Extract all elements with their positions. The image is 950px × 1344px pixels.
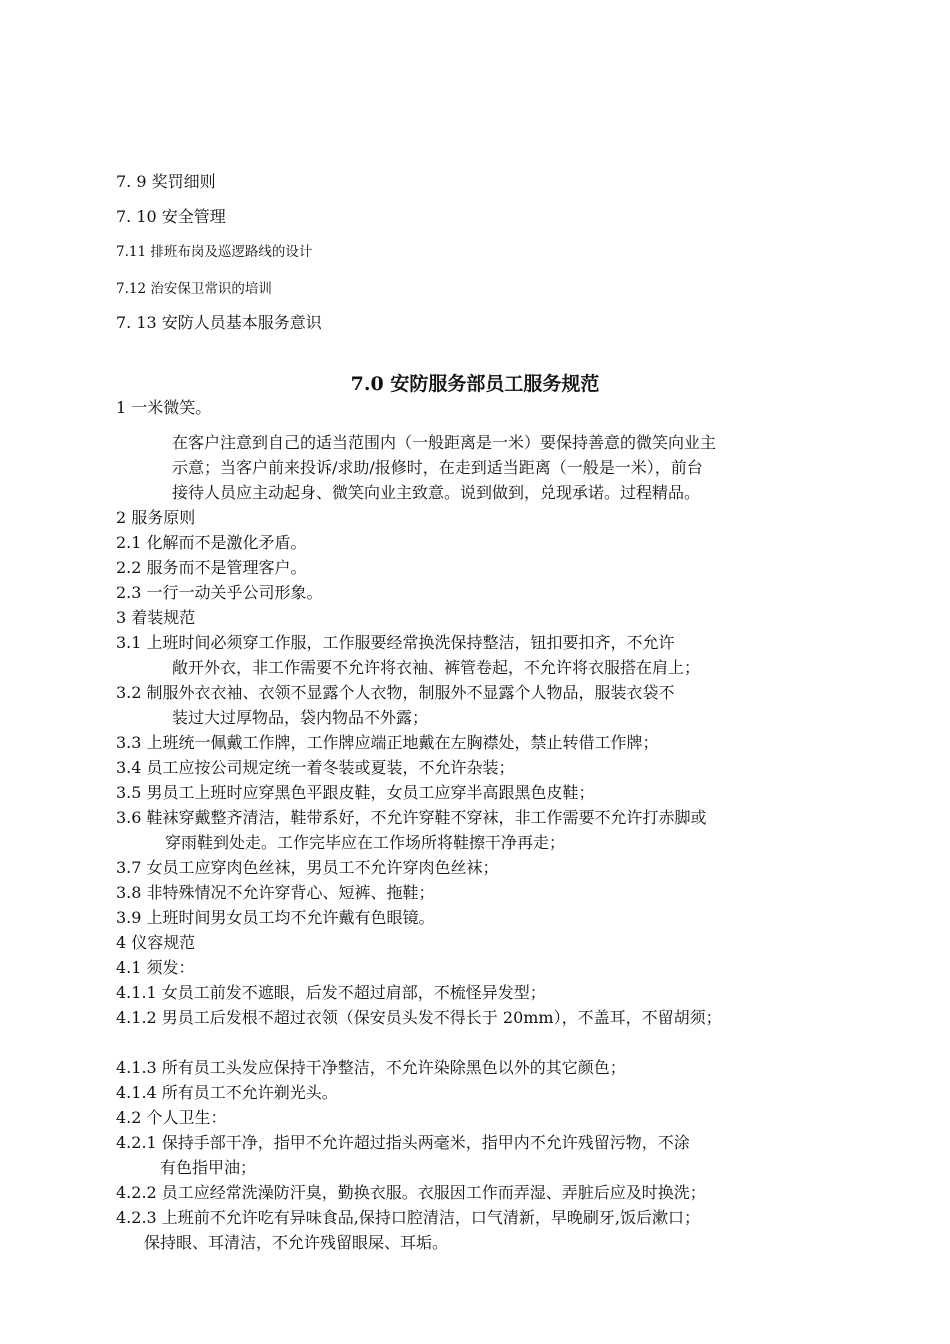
list-item: 4.1.2 男员工后发根不超过衣领（保安员头发不得长于 20mm），不盖耳，不留胡须； <box>116 1008 722 1027</box>
heading-line: 2 服务原则 <box>116 508 196 527</box>
list-item: 4.2.1 保持手部干净，指甲不允许超过指头两毫米，指甲内不允许残留污物，不涂 <box>116 1133 690 1152</box>
list-item: 4.1 须发： <box>116 958 195 977</box>
list-item: 2.2 服务而不是管理客户。 <box>116 558 307 577</box>
toc-item: 7.12 治安保卫常识的培训 <box>116 281 272 297</box>
list-item-continuation: 装过大过厚物品，袋内物品不外露； <box>172 708 429 727</box>
toc-item: 7. 13 安防人员基本服务意识 <box>116 313 322 332</box>
list-item-continuation: 保持眼、耳清洁，不允许残留眼屎、耳垢。 <box>144 1233 449 1252</box>
heading-line: 1 一米微笑。 <box>116 398 212 417</box>
paragraph-line: 接待人员应主动起身、微笑向业主致意。说到做到，兑现承诺。过程精品。 <box>172 483 701 502</box>
list-item: 3.4 员工应按公司规定统一着冬装或夏装，不允许杂装； <box>116 758 515 777</box>
list-item: 3.6 鞋袜穿戴整齐清洁，鞋带系好，不允许穿鞋不穿袜，非工作需要不允许打赤脚或 <box>116 808 707 827</box>
list-item: 3.3 上班统一佩戴工作牌，工作牌应端正地戴在左胸襟处，禁止转借工作牌； <box>116 733 659 752</box>
section-title: 7.0 安防服务部员工服务规范 <box>350 373 600 395</box>
list-item: 4.1.1 女员工前发不遮眼，后发不超过肩部，不梳怪异发型； <box>116 983 546 1002</box>
list-item: 4.1.4 所有员工不允许剃光头。 <box>116 1083 338 1102</box>
list-item: 3.9 上班时间男女员工均不允许戴有色眼镜。 <box>116 908 435 927</box>
list-item: 2.1 化解而不是激化矛盾。 <box>116 533 307 552</box>
list-item-continuation: 穿雨鞋到处走。工作完毕应在工作场所将鞋擦干净再走； <box>165 833 566 852</box>
toc-item: 7. 9 奖罚细则 <box>116 172 216 191</box>
list-item: 3.8 非特殊情况不允许穿背心、短裤、拖鞋； <box>116 883 435 902</box>
list-item: 3.1 上班时间必须穿工作服，工作服要经常换洗保持整洁，钮扣要扣齐，不允许 <box>116 633 675 652</box>
list-item: 3.2 制服外衣衣袖、衣领不显露个人衣物，制服外不显露个人物品，服装衣袋不 <box>116 683 675 702</box>
toc-item: 7. 10 安全管理 <box>116 207 226 226</box>
list-item: 3.5 男员工上班时应穿黑色平跟皮鞋，女员工应穿半高跟黑色皮鞋； <box>116 783 595 802</box>
toc-item: 7.11 排班布岗及巡逻路线的设计 <box>116 244 313 260</box>
paragraph-line: 在客户注意到自己的适当范围内（一般距离是一米）要保持善意的微笑向业主 <box>172 433 717 452</box>
list-item: 4.1.3 所有员工头发应保持干净整洁，不允许染除黑色以外的其它颜色； <box>116 1058 626 1077</box>
list-item: 3.7 女员工应穿肉色丝袜，男员工不允许穿肉色丝袜； <box>116 858 499 877</box>
list-item: 4.2 个人卫生： <box>116 1108 227 1127</box>
list-item: 4.2.2 员工应经常洗澡防汗臭，勤换衣服。衣服因工作而弄湿、弄脏后应及时换洗； <box>116 1183 706 1202</box>
list-item: 4.2.3 上班前不允许吃有异味食品,保持口腔清洁，口气清新，早晚刷牙,饭后漱口； <box>116 1208 700 1227</box>
list-item-continuation: 有色指甲油； <box>160 1158 257 1177</box>
list-item-continuation: 敞开外衣，非工作需要不允许将衣袖、裤管卷起，不允许将衣服搭在肩上； <box>172 658 701 677</box>
heading-line: 4 仪容规范 <box>116 933 196 952</box>
paragraph-line: 示意；当客户前来投诉/求助/报修时，在走到适当距离（一般是一米），前台 <box>172 458 703 477</box>
heading-line: 3 着装规范 <box>116 608 196 627</box>
list-item: 2.3 一行一动关乎公司形象。 <box>116 583 323 602</box>
